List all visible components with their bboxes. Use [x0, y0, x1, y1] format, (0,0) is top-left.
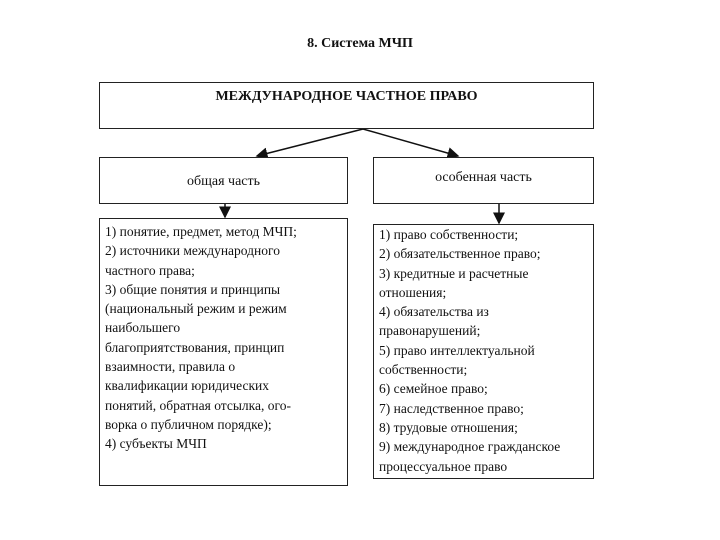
list-line: наибольшего: [105, 320, 181, 336]
general-part-list: [99, 218, 348, 486]
list-line: 3) кредитные и расчетные: [379, 265, 529, 281]
list-line: правонарушений;: [379, 323, 481, 339]
list-line: ворка о публичном порядке);: [105, 416, 272, 432]
list-line: взаимности, правила о: [105, 359, 236, 375]
special-part-list: [373, 224, 594, 479]
list-line: 8) трудовые отношения;: [379, 419, 518, 435]
list-line: частного права;: [105, 262, 195, 278]
root-node: МЕЖДУНАРОДНОЕ ЧАСТНОЕ ПРАВО: [99, 82, 594, 129]
list-line: 2) источники международного: [105, 243, 280, 259]
list-line: 2) обязательственное право;: [379, 246, 541, 262]
list-line: 1) право собственности;: [379, 227, 519, 242]
list-line: 3) общие понятия и принципы: [105, 281, 281, 297]
list-line: 7) наследственное право;: [379, 400, 524, 416]
list-line: понятий, обратная отсылка, ого-: [105, 397, 291, 413]
special-part-node: особенная часть: [373, 157, 594, 204]
list-line: благоприятствования, принцип: [105, 339, 285, 355]
list-line: 4) обязательства из: [379, 304, 489, 320]
list-line: 1) понятие, предмет, метод МЧП;: [105, 224, 297, 239]
arrow-to-general: [257, 129, 363, 156]
list-line: (национальный режим и режим: [105, 301, 287, 317]
list-line: 5) право интеллектуальной: [379, 342, 535, 358]
list-line: 9) международное гражданское: [379, 439, 561, 455]
list-line: процессуальное право: [379, 458, 508, 474]
list-line: 4) субъекты МЧП: [105, 436, 207, 452]
general-part-node: общая часть: [99, 157, 348, 204]
list-line: квалификации юридических: [105, 378, 269, 394]
arrow-to-special: [363, 129, 458, 156]
list-line: 6) семейное право;: [379, 381, 488, 397]
diagram-title: 8. Система МЧП: [307, 36, 413, 51]
list-line: отношения;: [379, 284, 447, 300]
list-line: собственности;: [379, 362, 468, 378]
